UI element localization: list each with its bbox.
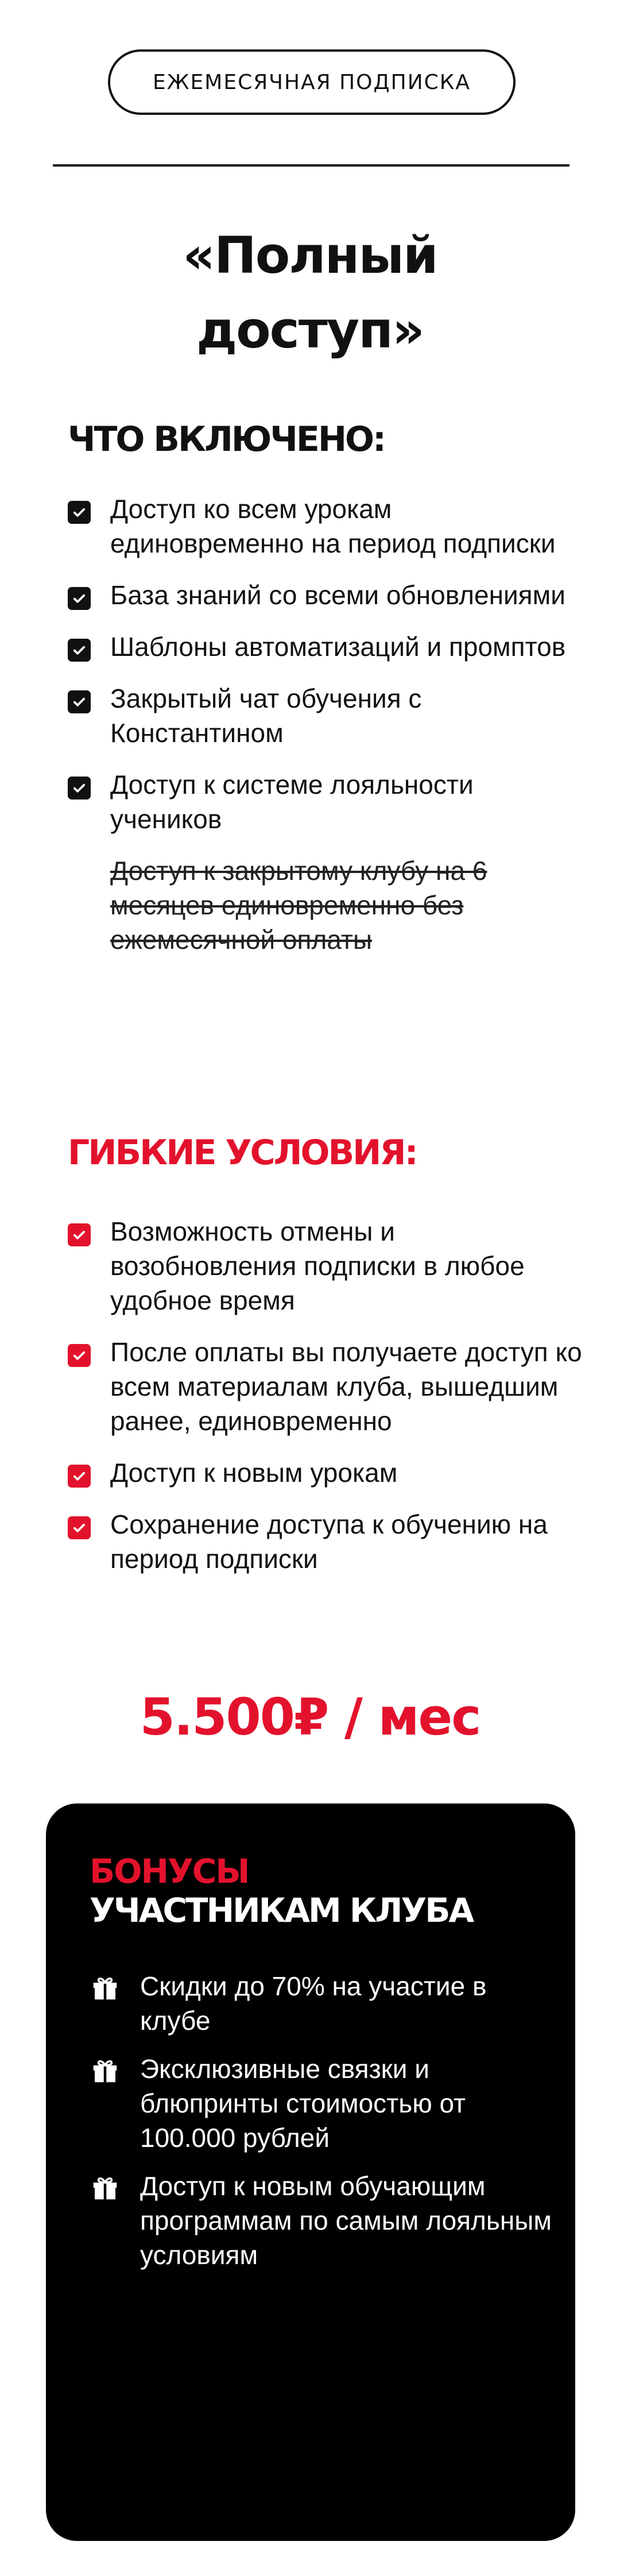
check-icon (68, 1516, 91, 1539)
list-item-text: База знаний со всеми обновлениями (110, 580, 565, 610)
list-item-text: Эксклюзивные связки и блюпринты стоимостью от 100.000 рублей (140, 2054, 466, 2153)
list-item-text: Доступ к закрытому клубу на 6 месяцев единовременно без ежемесячной оплаты (110, 856, 487, 955)
bonus-list (90, 1969, 560, 2286)
list-item-text: Доступ к системе лояльности учеников (110, 770, 474, 834)
flexible-heading: ГИБКИЕ УСЛОВИЯ: (68, 1133, 417, 1173)
gift-icon (90, 1972, 121, 2003)
included-heading: ЧТО ВКЛЮЧЕНО: (68, 419, 385, 459)
flexible-list (68, 1214, 584, 1593)
check-icon (68, 587, 91, 610)
list-item (68, 1455, 584, 1490)
divider (53, 164, 569, 167)
list-item-text: Доступ к новым урокам (110, 1458, 398, 1488)
list-item (68, 681, 584, 750)
list-item-text: Доступ к новым обучающим программам по самым лояльным условиям (140, 2171, 552, 2270)
list-item-text: Шаблоны автоматизаций и промптов (110, 632, 566, 662)
price-label: 5.500₽ / мес (140, 1687, 480, 1747)
page-title-line1: «Полный (183, 226, 437, 285)
check-icon (68, 777, 91, 800)
list-item (68, 1507, 584, 1576)
bonus-title-white: УЧАСТНИКАМ КЛУБА (90, 1891, 473, 1930)
bonus-card (46, 1803, 575, 2541)
subscription-badge-label: ЕЖЕМЕСЯЧНАЯ ПОДПИСКА (153, 70, 471, 94)
list-item-text: Сохранение доступа к обучению на период подписки (110, 1509, 548, 1574)
check-icon (68, 1344, 91, 1367)
list-item (90, 2052, 560, 2155)
list-item-text: Закрытый чат обучения с Константином (110, 683, 422, 748)
check-icon (68, 501, 91, 524)
list-item-text: Доступ ко всем урокам единовременно на период подписки (110, 494, 556, 558)
list-item (68, 492, 584, 561)
list-item-text: Скидки до 70% на участие в клубе (140, 1971, 487, 2036)
check-icon (68, 1465, 91, 1488)
check-icon (68, 1223, 91, 1246)
list-item (90, 2169, 560, 2272)
list-item (68, 578, 584, 612)
list-item (68, 1335, 584, 1438)
list-item (68, 767, 584, 836)
page-title (0, 218, 620, 368)
list-item (68, 1214, 584, 1318)
list-item-text: После оплаты вы получаете доступ ко всем материалам клуба, вышедшим ранее, единовременно (110, 1337, 582, 1436)
subscription-badge (108, 49, 516, 115)
gift-icon (90, 2172, 121, 2203)
list-item (68, 629, 584, 664)
gift-icon (90, 2055, 121, 2086)
page-title-line2: доступ» (196, 300, 424, 360)
included-list (68, 492, 584, 974)
list-item (90, 1969, 560, 2038)
check-icon (68, 639, 91, 662)
bonus-title-red: БОНУСЫ (90, 1852, 249, 1891)
check-icon (68, 690, 91, 713)
list-item-struck (68, 853, 584, 957)
list-item-text: Возможность отмены и возобновления подписки в любое удобное время (110, 1216, 525, 1315)
